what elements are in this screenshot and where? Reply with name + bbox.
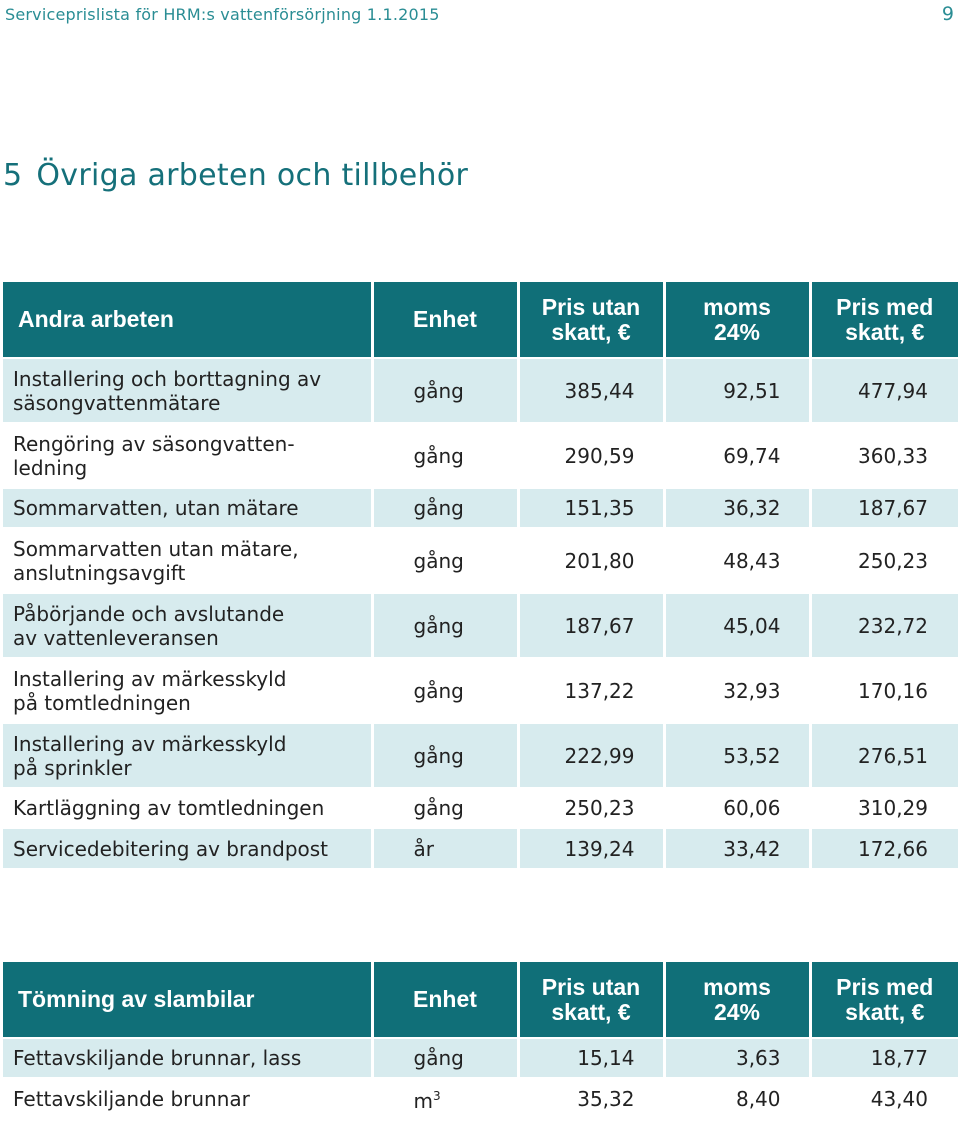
row-price-excl: 222,99 <box>518 723 664 788</box>
row-price-excl: 151,35 <box>518 488 664 528</box>
row-description: Installering av märkesskyld på tomtledningen <box>3 658 372 723</box>
row-description: Påbörjande och avslutande av vattenleveransen <box>3 593 372 658</box>
row-unit: gång <box>372 488 518 528</box>
row-unit: gång <box>372 723 518 788</box>
header-vat: moms 24% <box>664 962 810 1038</box>
header-description: Andra arbeten <box>3 282 372 358</box>
row-unit: gång <box>372 358 518 423</box>
table-row <box>3 423 958 488</box>
row-price-incl: 187,67 <box>810 488 958 528</box>
row-vat: 33,42 <box>664 828 810 868</box>
row-vat: 92,51 <box>664 358 810 423</box>
header-price-excl: Pris utan skatt, € <box>518 282 664 358</box>
header-price-incl: Pris med skatt, € <box>810 282 958 358</box>
row-price-incl: 18,77 <box>810 1038 958 1078</box>
row-vat: 36,32 <box>664 488 810 528</box>
row-price-excl: 250,23 <box>518 788 664 828</box>
header-description: Tömning av slambilar <box>3 962 372 1038</box>
section-number: 5 <box>3 158 23 193</box>
row-description: Rengöring av säsongvatten- ledning <box>3 423 372 488</box>
table-row <box>3 658 958 723</box>
row-unit: år <box>372 828 518 868</box>
table-row <box>3 593 958 658</box>
row-price-incl: 250,23 <box>810 528 958 593</box>
row-price-incl: 477,94 <box>810 358 958 423</box>
header-price-excl: Pris utan skatt, € <box>518 962 664 1038</box>
row-price-excl: 137,22 <box>518 658 664 723</box>
row-description: Installering av märkesskyld på sprinkler <box>3 723 372 788</box>
sludge-truck-table <box>3 962 958 1118</box>
row-description: Fettavskiljande brunnar <box>3 1078 372 1118</box>
table-row <box>3 358 958 423</box>
header-unit: Enhet <box>372 962 518 1038</box>
row-price-incl: 276,51 <box>810 723 958 788</box>
row-price-excl: 35,32 <box>518 1078 664 1118</box>
table-row <box>3 828 958 868</box>
row-price-excl: 15,14 <box>518 1038 664 1078</box>
section-title <box>3 158 468 193</box>
table-row <box>3 1038 958 1078</box>
table-header-row <box>3 282 958 358</box>
row-price-excl: 201,80 <box>518 528 664 593</box>
row-description: Sommarvatten, utan mätare <box>3 488 372 528</box>
header-vat: moms 24% <box>664 282 810 358</box>
row-vat: 3,63 <box>664 1038 810 1078</box>
row-vat: 32,93 <box>664 658 810 723</box>
row-vat: 60,06 <box>664 788 810 828</box>
row-price-excl: 385,44 <box>518 358 664 423</box>
row-unit: gång <box>372 658 518 723</box>
row-price-excl: 139,24 <box>518 828 664 868</box>
row-vat: 48,43 <box>664 528 810 593</box>
table-header-row <box>3 962 958 1038</box>
row-vat: 53,52 <box>664 723 810 788</box>
row-vat: 45,04 <box>664 593 810 658</box>
row-description: Kartläggning av tomtledningen <box>3 788 372 828</box>
page-number: 9 <box>941 3 954 25</box>
row-unit: gång <box>372 1038 518 1078</box>
row-unit: $m^3$ <box>372 1078 518 1118</box>
row-price-excl: 290,59 <box>518 423 664 488</box>
row-description: Installering och borttagning av säsongvattenmätare <box>3 358 372 423</box>
row-price-incl: 43,40 <box>810 1078 958 1118</box>
row-unit: gång <box>372 788 518 828</box>
other-works-table <box>3 282 958 868</box>
row-price-incl: 170,16 <box>810 658 958 723</box>
table-row <box>3 488 958 528</box>
running-header: Serviceprislista för HRM:s vattenförsörjning 1.1.2015 <box>5 5 440 24</box>
table-row <box>3 788 958 828</box>
header-unit: Enhet <box>372 282 518 358</box>
row-unit: gång <box>372 423 518 488</box>
row-vat: 69,74 <box>664 423 810 488</box>
row-price-incl: 172,66 <box>810 828 958 868</box>
row-description: Servicedebitering av brandpost <box>3 828 372 868</box>
row-price-incl: 232,72 <box>810 593 958 658</box>
row-price-incl: 360,33 <box>810 423 958 488</box>
table-row <box>3 1078 958 1118</box>
table-row <box>3 723 958 788</box>
row-vat: 8,40 <box>664 1078 810 1118</box>
table-row <box>3 528 958 593</box>
header-price-incl: Pris med skatt, € <box>810 962 958 1038</box>
row-unit: gång <box>372 528 518 593</box>
row-price-incl: 310,29 <box>810 788 958 828</box>
section-title-text: Övriga arbeten och tillbehör <box>36 158 469 193</box>
row-unit: gång <box>372 593 518 658</box>
row-description: Sommarvatten utan mätare, anslutningsavgift <box>3 528 372 593</box>
row-price-excl: 187,67 <box>518 593 664 658</box>
row-description: Fettavskiljande brunnar, lass <box>3 1038 372 1078</box>
unit-superscript: 3 <box>432 1089 441 1103</box>
